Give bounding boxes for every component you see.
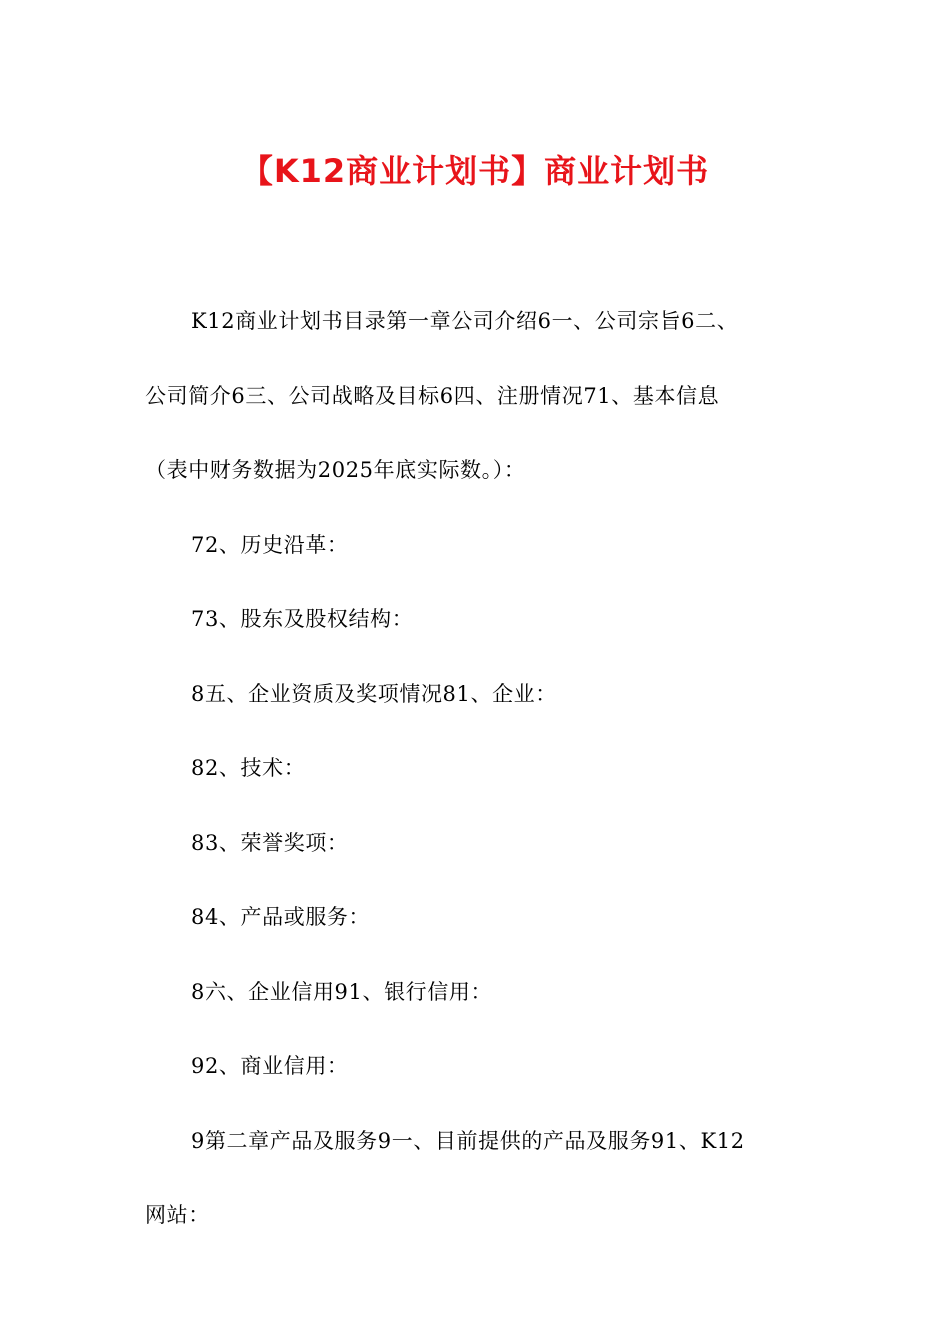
paragraph-technology: 82、技术： [191, 756, 306, 780]
paragraph-business-credit: 92、商业信用： [191, 1054, 349, 1078]
products-chapter-paragraph [145, 1104, 805, 1253]
text-line: （表中财务数据为2025年底实际数。）： [145, 458, 526, 482]
text-line: 公司简介6三、公司战略及目标6四、注册情况71、基本信息 [145, 383, 720, 408]
paragraph-honors: 83、荣誉奖项： [191, 830, 349, 855]
text-line: K12商业计划书目录第一章公司介绍6一、公司宗旨6二、 [191, 309, 739, 333]
paragraph-qualifications: 8五、企业资质及奖项情况81、企业： [191, 681, 557, 706]
document-body [145, 284, 805, 1253]
paragraph-shareholders: 73、股东及股权结构： [191, 607, 414, 631]
paragraph-bank-credit: 8六、企业信用91、银行信用： [191, 979, 493, 1004]
paragraph-history: 72、历史沿革： [191, 532, 349, 557]
text-line: 网站： [145, 1203, 210, 1227]
paragraph-products: 84、产品或服务： [191, 905, 371, 929]
text-line: 9第二章产品及服务9一、目前提供的产品及服务91、K12 [191, 1128, 745, 1153]
table-of-contents-paragraph [145, 284, 805, 508]
document-title: 【K12商业计划书】商业计划书 [240, 152, 710, 190]
